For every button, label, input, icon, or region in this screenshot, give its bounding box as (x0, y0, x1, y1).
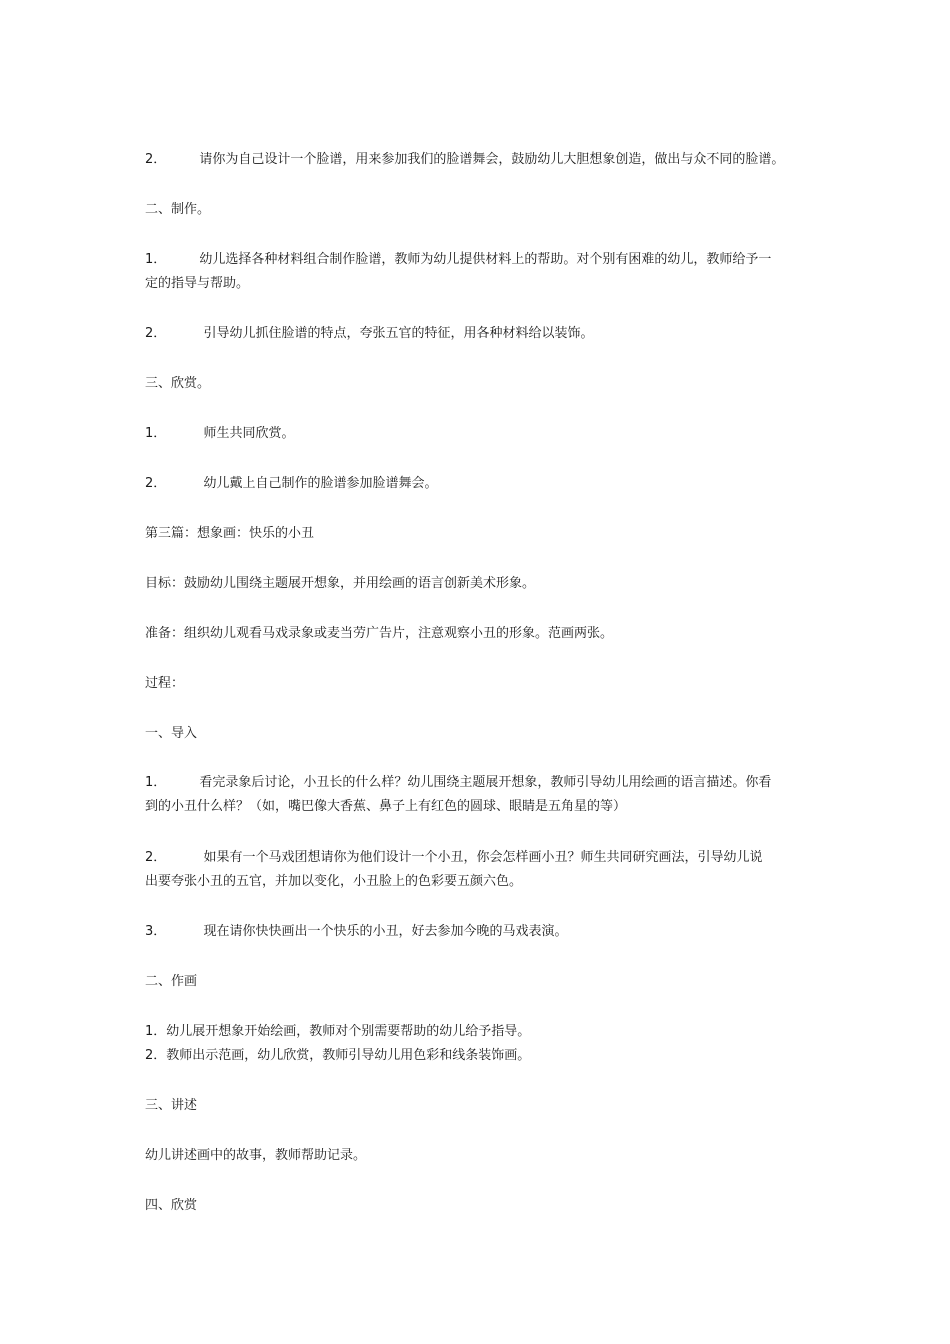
paragraph: 3． 现在请你快快画出一个快乐的小丑，好去参加今晚的马戏表演。 (145, 924, 568, 939)
paragraph: 1． 幼儿选择各种材料组合制作脸谱，教师为幼儿提供材料上的帮助。对个别有困难的幼儿，教师给予一 定的指导与帮助。 (145, 252, 772, 291)
paragraph: 幼儿讲述画中的故事，教师帮助记录。 (145, 1148, 367, 1163)
preparation-paragraph: 准备：组织幼儿观看马戏录象或麦当劳广告片，注意观察小丑的形象。范画两张。 (145, 626, 614, 641)
paragraph: 1． 看完录象后讨论，小丑长的什么样？幼儿围绕主题展开想象，教师引导幼儿用绘画的语言描述。你看 到的小丑什么样？（如，嘴巴像大香蕉、鼻子上有红色的圆球、眼睛是五角星的等） (145, 775, 772, 814)
section-heading: 三、欣赏。 (145, 376, 211, 391)
section-heading: 四、欣赏 (145, 1198, 198, 1213)
section-heading: 二、制作。 (145, 202, 211, 217)
goal-paragraph: 目标：鼓励幼儿围绕主题展开想象，并用绘画的语言创新美术形象。 (145, 576, 536, 591)
chapter-title: 第三篇：想象画：快乐的小丑 (145, 526, 315, 541)
paragraph: 2． 如果有一个马戏团想请你为他们设计一个小丑，你会怎样画小丑？师生共同研究画法，引导幼儿说 出要夸张小丑的五官，并加以变化，小丑脸上的色彩要五颜六色。 (145, 850, 763, 889)
paragraph: 2． 引导幼儿抓住脸谱的特点，夸张五官的特征，用各种材料给以装饰。 (145, 326, 594, 341)
section-heading: 三、讲述 (145, 1098, 198, 1113)
section-heading: 一、导入 (145, 726, 198, 741)
paragraph: 2． 请你为自己设计一个脸谱，用来参加我们的脸谱舞会，鼓励幼儿大胆想象创造，做出与众不同的脸谱。 (145, 152, 785, 167)
paragraph: 2． 幼儿戴上自己制作的脸谱参加脸谱舞会。 (145, 476, 438, 491)
paragraph: 1．幼儿展开想象开始绘画，教师对个别需要帮助的幼儿给予指导。 2．教师出示范画，幼儿欣赏，教师引导幼儿用色彩和线条装饰画。 (145, 1024, 531, 1063)
paragraph: 1． 师生共同欣赏。 (145, 426, 295, 441)
process-heading: 过程： (145, 676, 185, 691)
section-heading: 二、作画 (145, 974, 198, 989)
